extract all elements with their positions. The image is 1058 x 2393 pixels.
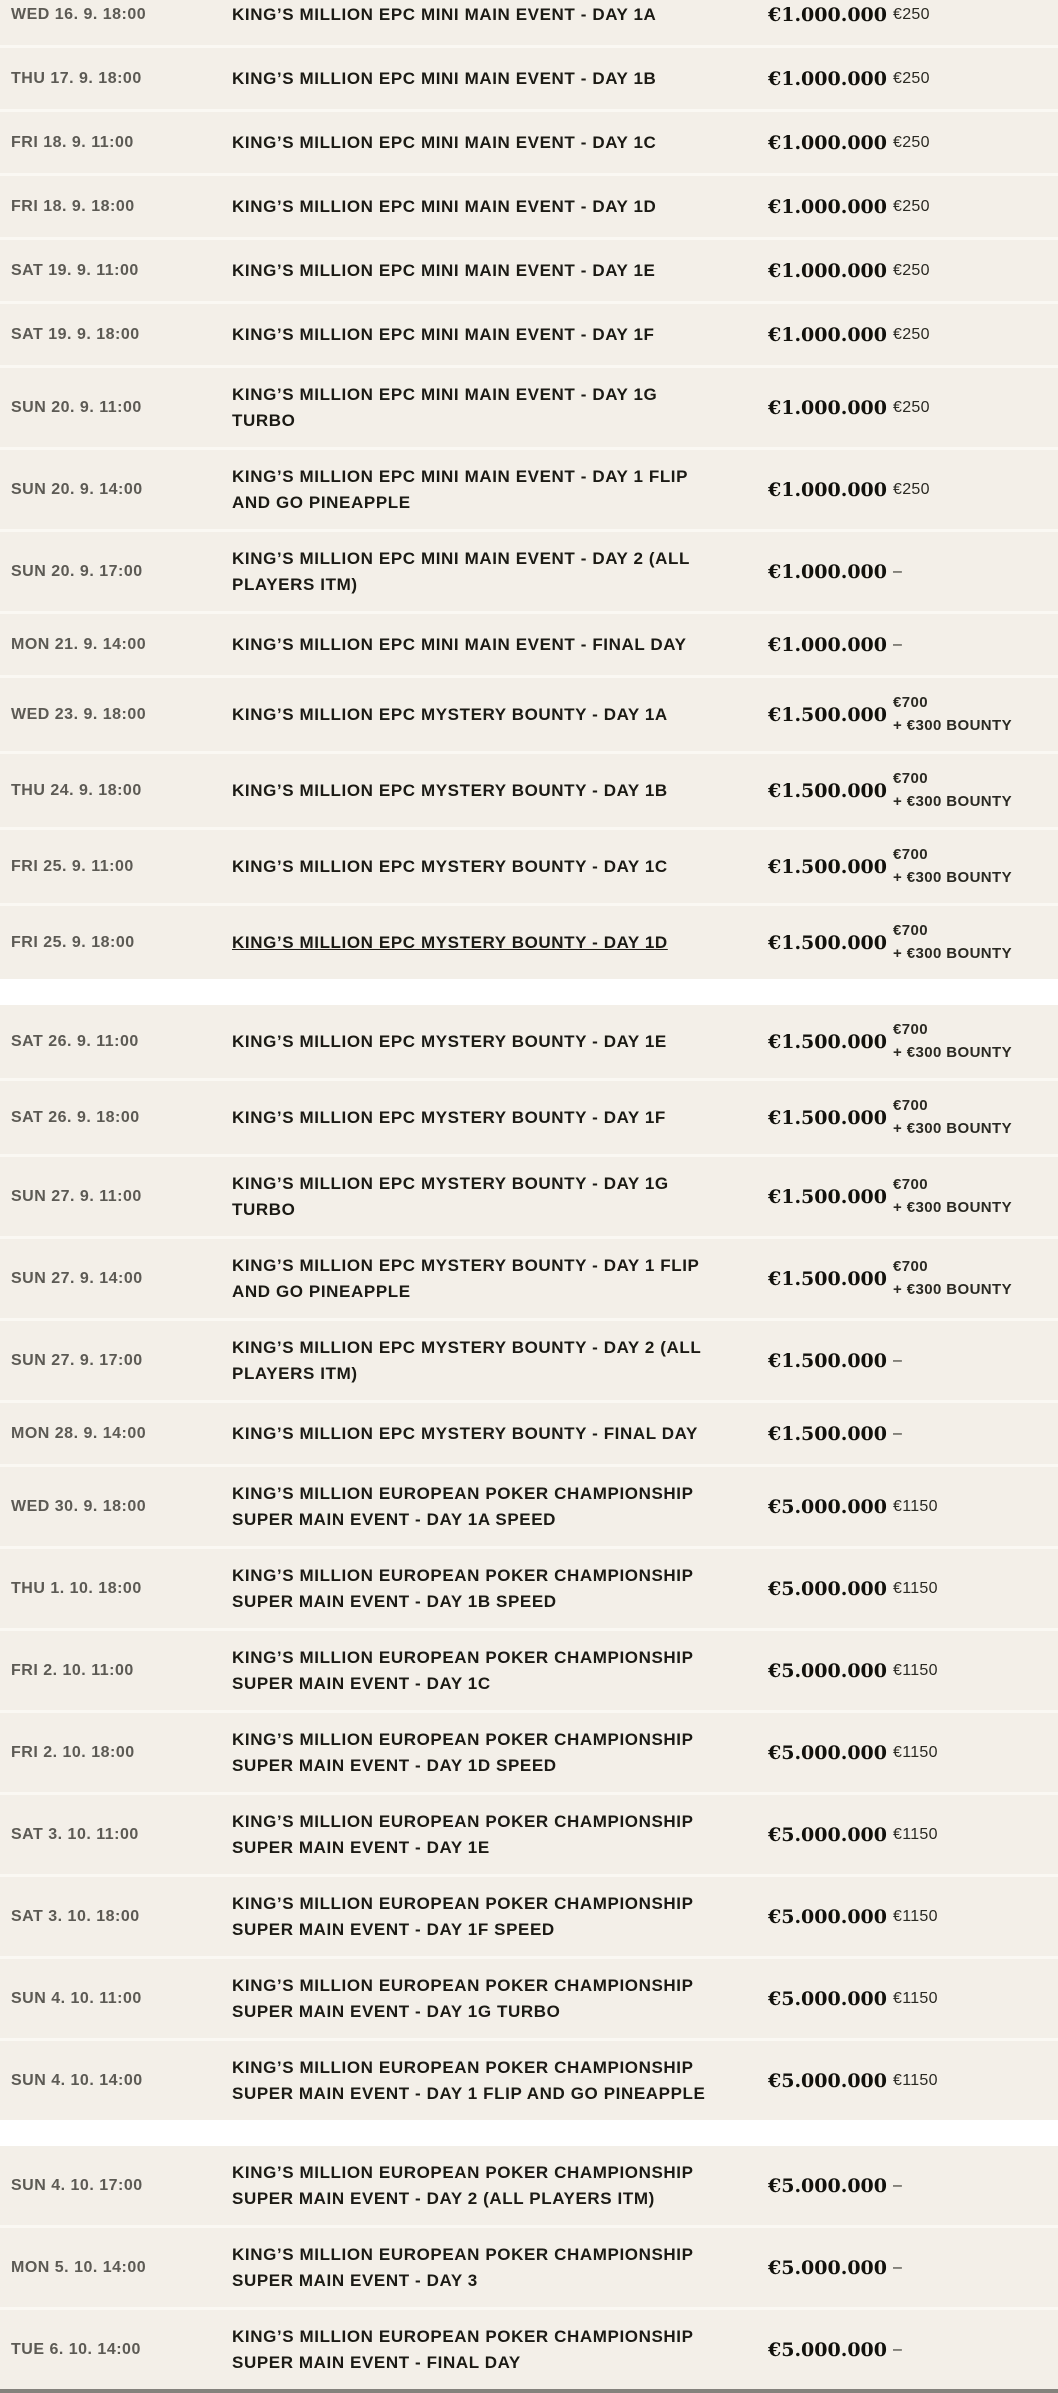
event-prize-pool: €1.000.000: [768, 396, 887, 419]
event-bounty-addon: + €300 BOUNTY: [893, 1119, 1012, 1137]
table-row: [0, 1467, 1058, 1546]
table-row: [0, 614, 1058, 675]
event-buyin-amount: –: [893, 2340, 903, 2358]
event-buyin-amount: €700: [893, 922, 928, 939]
table-row: [0, 1005, 1058, 1078]
event-buyin-amount: €700: [893, 1021, 928, 1038]
event-buyin: [893, 2069, 1058, 2093]
event-name-link[interactable]: KING’S MILLION EPC MYSTERY BOUNTY - DAY 2 (ALL PLAYERS ITM): [232, 1338, 702, 1383]
event-prize-pool: €1.500.000: [768, 779, 887, 802]
table-row: [0, 754, 1058, 827]
bottom-divider: [0, 2389, 1058, 2393]
event-prize-pool: €1.000.000: [768, 3, 887, 26]
event-buyin-amount: €250: [893, 133, 930, 151]
event-buyin-amount: €700: [893, 1176, 928, 1193]
event-prize-pool: €5.000.000: [768, 2256, 887, 2279]
event-name-link[interactable]: KING’S MILLION EUROPEAN POKER CHAMPIONSHIP SUPER MAIN EVENT - DAY 1F SPEED: [232, 1894, 694, 1939]
table-row: [0, 1713, 1058, 1792]
event-prize-pool: €1.000.000: [768, 131, 887, 154]
event-date: THU 17. 9. 18:00: [11, 69, 142, 87]
event-buyin-amount: €700: [893, 846, 928, 863]
event-bounty-addon: + €300 BOUNTY: [893, 944, 1012, 962]
event-buyin: [893, 131, 1058, 155]
event-date: MON 28. 9. 14:00: [11, 1424, 147, 1442]
event-buyin-amount: €250: [893, 69, 930, 87]
event-prize-pool: €5.000.000: [768, 2069, 887, 2092]
event-prize-pool: €1.000.000: [768, 633, 887, 656]
event-name-link[interactable]: KING’S MILLION EPC MYSTERY BOUNTY - DAY 1B: [232, 780, 668, 800]
event-name-link[interactable]: KING’S MILLION EUROPEAN POKER CHAMPIONSHIP SUPER MAIN EVENT - DAY 1C: [232, 1648, 694, 1693]
event-buyin: [893, 844, 1058, 889]
event-date: FRI 18. 9. 11:00: [11, 133, 134, 151]
event-buyin-amount: €1150: [893, 1907, 938, 1925]
table-row: [0, 1959, 1058, 2038]
event-date: SAT 3. 10. 11:00: [11, 1825, 139, 1843]
event-buyin: [893, 195, 1058, 219]
event-date: SAT 19. 9. 11:00: [11, 261, 139, 279]
event-name-link[interactable]: KING’S MILLION EPC MINI MAIN EVENT - DAY 1A: [232, 4, 657, 24]
event-prize-pool: €1.000.000: [768, 323, 887, 346]
event-buyin-amount: €700: [893, 770, 928, 787]
section-gap: [0, 979, 1058, 1005]
event-name-link[interactable]: KING’S MILLION EPC MINI MAIN EVENT - DAY 1 FLIP AND GO PINEAPPLE: [232, 467, 688, 512]
event-date: FRI 25. 9. 11:00: [11, 857, 134, 875]
table-row: [0, 176, 1058, 237]
event-date: SUN 4. 10. 14:00: [11, 2071, 143, 2089]
event-date: FRI 18. 9. 18:00: [11, 197, 135, 215]
event-buyin: [893, 1256, 1058, 1301]
event-date: SAT 3. 10. 18:00: [11, 1907, 140, 1925]
table-row: [0, 304, 1058, 365]
table-row: [0, 830, 1058, 903]
table-row: [0, 1877, 1058, 1956]
event-prize-pool: €5.000.000: [768, 1987, 887, 2010]
event-date: TUE 6. 10. 14:00: [11, 2340, 141, 2358]
event-prize-pool: €1.500.000: [768, 1106, 887, 1129]
event-name-link[interactable]: KING’S MILLION EPC MINI MAIN EVENT - DAY 1E: [232, 260, 656, 280]
event-prize-pool: €1.000.000: [768, 478, 887, 501]
table-row: [0, 1081, 1058, 1154]
event-buyin: [893, 1422, 1058, 1446]
event-prize-pool: €1.000.000: [768, 259, 887, 282]
event-buyin: [893, 1174, 1058, 1219]
event-buyin-amount: €1150: [893, 1661, 938, 1679]
event-buyin: [893, 1349, 1058, 1373]
event-date: FRI 25. 9. 18:00: [11, 933, 135, 951]
event-date: WED 16. 9. 18:00: [11, 5, 147, 23]
event-prize-pool: €1.500.000: [768, 931, 887, 954]
event-date: SAT 19. 9. 18:00: [11, 325, 140, 343]
event-name-link[interactable]: KING’S MILLION EPC MINI MAIN EVENT - DAY 1B: [232, 68, 657, 88]
event-buyin-amount: €250: [893, 480, 930, 498]
event-prize-pool: €5.000.000: [768, 1823, 887, 1846]
table-row: [0, 1403, 1058, 1464]
event-buyin: [893, 1823, 1058, 1847]
event-buyin-amount: €1150: [893, 1743, 938, 1761]
event-name-link[interactable]: KING’S MILLION EPC MYSTERY BOUNTY - DAY 1E: [232, 1031, 667, 1051]
event-prize-pool: €5.000.000: [768, 1741, 887, 1764]
event-prize-pool: €5.000.000: [768, 2174, 887, 2197]
event-date: MON 21. 9. 14:00: [11, 635, 147, 653]
table-row: [0, 1549, 1058, 1628]
event-buyin-amount: –: [893, 2176, 903, 2194]
event-date: SUN 20. 9. 14:00: [11, 480, 143, 498]
event-name-link[interactable]: KING’S MILLION EUROPEAN POKER CHAMPIONSHIP SUPER MAIN EVENT - DAY 3: [232, 2245, 694, 2290]
event-buyin-amount: €250: [893, 325, 930, 343]
event-buyin-amount: €1150: [893, 1497, 938, 1515]
event-prize-pool: €1.500.000: [768, 855, 887, 878]
event-name-link[interactable]: KING’S MILLION EUROPEAN POKER CHAMPIONSHIP SUPER MAIN EVENT - DAY 1G TURBO: [232, 1976, 694, 2021]
event-buyin: [893, 692, 1058, 737]
section-gap: [0, 2120, 1058, 2146]
event-name-link[interactable]: KING’S MILLION EUROPEAN POKER CHAMPIONSHIP SUPER MAIN EVENT - FINAL DAY: [232, 2327, 694, 2372]
table-row: [0, 678, 1058, 751]
event-bounty-addon: + €300 BOUNTY: [893, 1280, 1012, 1298]
event-prize-pool: €1.500.000: [768, 703, 887, 726]
event-name-link[interactable]: KING’S MILLION EPC MYSTERY BOUNTY - DAY 1C: [232, 856, 668, 876]
event-buyin: [893, 1987, 1058, 2011]
event-name-link[interactable]: KING’S MILLION EPC MYSTERY BOUNTY - DAY 1F: [232, 1107, 666, 1127]
event-buyin: [893, 1741, 1058, 1765]
event-buyin-amount: €1150: [893, 1579, 938, 1597]
table-row: [0, 2146, 1058, 2225]
table-row: [0, 1795, 1058, 1874]
event-date: FRI 2. 10. 11:00: [11, 1661, 134, 1679]
event-date: WED 30. 9. 18:00: [11, 1497, 147, 1515]
event-name-link[interactable]: KING’S MILLION EUROPEAN POKER CHAMPIONSHIP SUPER MAIN EVENT - DAY 1E: [232, 1812, 694, 1857]
event-name-link[interactable]: KING’S MILLION EPC MYSTERY BOUNTY - DAY 1 FLIP AND GO PINEAPPLE: [232, 1256, 700, 1301]
table-row: [0, 1321, 1058, 1400]
event-buyin-amount: €250: [893, 398, 930, 416]
event-prize-pool: €5.000.000: [768, 1659, 887, 1682]
event-date: SUN 4. 10. 17:00: [11, 2176, 143, 2194]
table-row: [0, 0, 1058, 45]
event-prize-pool: €1.500.000: [768, 1349, 887, 1372]
event-date: SUN 27. 9. 14:00: [11, 1269, 143, 1287]
event-buyin: [893, 2256, 1058, 2280]
table-row: [0, 240, 1058, 301]
event-buyin-amount: €1150: [893, 1825, 938, 1843]
event-date: SUN 27. 9. 11:00: [11, 1187, 142, 1205]
table-row: [0, 1239, 1058, 1318]
event-bounty-addon: + €300 BOUNTY: [893, 1198, 1012, 1216]
event-buyin: [893, 259, 1058, 283]
event-prize-pool: €1.000.000: [768, 560, 887, 583]
event-buyin-amount: €250: [893, 197, 930, 215]
event-buyin-amount: –: [893, 562, 903, 580]
event-date: SUN 27. 9. 17:00: [11, 1351, 143, 1369]
event-prize-pool: €5.000.000: [768, 1905, 887, 1928]
event-buyin: [893, 1095, 1058, 1140]
event-date: FRI 2. 10. 18:00: [11, 1743, 135, 1761]
event-buyin-amount: €250: [893, 5, 930, 23]
event-date: MON 5. 10. 14:00: [11, 2258, 147, 2276]
event-buyin: [893, 3, 1058, 27]
event-name-link[interactable]: KING’S MILLION EUROPEAN POKER CHAMPIONSHIP SUPER MAIN EVENT - DAY 1B SPEED: [232, 1566, 694, 1611]
event-buyin: [893, 1659, 1058, 1683]
event-buyin-amount: €700: [893, 694, 928, 711]
event-buyin: [893, 1905, 1058, 1929]
event-buyin: [893, 560, 1058, 584]
table-row: [0, 532, 1058, 611]
table-row: [0, 48, 1058, 109]
event-date: THU 24. 9. 18:00: [11, 781, 142, 799]
event-buyin: [893, 2338, 1058, 2362]
event-buyin: [893, 478, 1058, 502]
event-buyin-amount: –: [893, 635, 903, 653]
event-date: SUN 20. 9. 17:00: [11, 562, 143, 580]
event-buyin: [893, 396, 1058, 420]
event-prize-pool: €1.000.000: [768, 67, 887, 90]
event-prize-pool: €1.500.000: [768, 1185, 887, 1208]
event-name-link[interactable]: KING’S MILLION EPC MINI MAIN EVENT - DAY 1G TURBO: [232, 385, 658, 430]
event-buyin: [893, 67, 1058, 91]
event-name-link[interactable]: KING’S MILLION EPC MINI MAIN EVENT - DAY 2 (ALL PLAYERS ITM): [232, 549, 690, 594]
event-name-link[interactable]: KING’S MILLION EPC MINI MAIN EVENT - DAY 1C: [232, 132, 657, 152]
event-date: THU 1. 10. 18:00: [11, 1579, 142, 1597]
event-buyin-amount: €1150: [893, 1989, 938, 2007]
table-row: [0, 906, 1058, 979]
event-date: SUN 20. 9. 11:00: [11, 398, 142, 416]
event-bounty-addon: + €300 BOUNTY: [893, 716, 1012, 734]
schedule-section: [0, 0, 1058, 979]
event-buyin: [893, 323, 1058, 347]
event-buyin-amount: –: [893, 1351, 903, 1369]
event-prize-pool: €1.000.000: [768, 195, 887, 218]
event-prize-pool: €5.000.000: [768, 1577, 887, 1600]
event-buyin-amount: €700: [893, 1097, 928, 1114]
event-bounty-addon: + €300 BOUNTY: [893, 868, 1012, 886]
event-date: SAT 26. 9. 11:00: [11, 1032, 139, 1050]
event-buyin: [893, 1019, 1058, 1064]
event-name-link[interactable]: KING’S MILLION EUROPEAN POKER CHAMPIONSHIP SUPER MAIN EVENT - DAY 1A SPEED: [232, 1484, 694, 1529]
event-buyin: [893, 1495, 1058, 1519]
schedule-section: [0, 1005, 1058, 2120]
event-buyin: [893, 920, 1058, 965]
event-buyin-amount: €250: [893, 261, 930, 279]
event-bounty-addon: + €300 BOUNTY: [893, 1043, 1012, 1061]
schedule-section: [0, 2146, 1058, 2389]
event-buyin-amount: –: [893, 1424, 903, 1442]
table-row: [0, 450, 1058, 529]
event-prize-pool: €1.500.000: [768, 1030, 887, 1053]
event-name-link[interactable]: KING’S MILLION EUROPEAN POKER CHAMPIONSHIP SUPER MAIN EVENT - DAY 1 FLIP AND GO PINEAPPLE: [232, 2058, 706, 2103]
table-row: [0, 1157, 1058, 1236]
event-buyin: [893, 633, 1058, 657]
event-name-link[interactable]: KING’S MILLION EPC MINI MAIN EVENT - FINAL DAY: [232, 634, 687, 654]
table-row: [0, 2041, 1058, 2120]
event-name-link[interactable]: KING’S MILLION EPC MYSTERY BOUNTY - DAY 1A: [232, 704, 668, 724]
event-buyin: [893, 1577, 1058, 1601]
event-name-link[interactable]: KING’S MILLION EUROPEAN POKER CHAMPIONSHIP SUPER MAIN EVENT - DAY 2 (ALL PLAYERS ITM): [232, 2163, 694, 2208]
table-row: [0, 1631, 1058, 1710]
event-date: SUN 4. 10. 11:00: [11, 1989, 142, 2007]
table-row: [0, 368, 1058, 447]
event-prize-pool: €5.000.000: [768, 2338, 887, 2361]
event-name-link[interactable]: KING’S MILLION EUROPEAN POKER CHAMPIONSHIP SUPER MAIN EVENT - DAY 1D SPEED: [232, 1730, 694, 1775]
event-buyin-amount: €700: [893, 1258, 928, 1275]
event-buyin-amount: –: [893, 2258, 903, 2276]
table-row: [0, 2228, 1058, 2307]
event-prize-pool: €1.500.000: [768, 1267, 887, 1290]
table-row: [0, 112, 1058, 173]
event-bounty-addon: + €300 BOUNTY: [893, 792, 1012, 810]
event-buyin: [893, 2174, 1058, 2198]
table-row: [0, 2310, 1058, 2389]
event-prize-pool: €1.500.000: [768, 1422, 887, 1445]
event-name-link[interactable]: KING’S MILLION EPC MYSTERY BOUNTY - DAY 1D: [232, 932, 668, 952]
event-name-link[interactable]: KING’S MILLION EPC MYSTERY BOUNTY - FINAL DAY: [232, 1423, 698, 1443]
event-date: SAT 26. 9. 18:00: [11, 1108, 140, 1126]
event-name-link[interactable]: KING’S MILLION EPC MYSTERY BOUNTY - DAY 1G TURBO: [232, 1174, 669, 1219]
event-name-link[interactable]: KING’S MILLION EPC MINI MAIN EVENT - DAY 1F: [232, 324, 655, 344]
event-prize-pool: €5.000.000: [768, 1495, 887, 1518]
event-buyin-amount: €1150: [893, 2071, 938, 2089]
event-buyin: [893, 768, 1058, 813]
event-date: WED 23. 9. 18:00: [11, 705, 147, 723]
event-name-link[interactable]: KING’S MILLION EPC MINI MAIN EVENT - DAY 1D: [232, 196, 657, 216]
